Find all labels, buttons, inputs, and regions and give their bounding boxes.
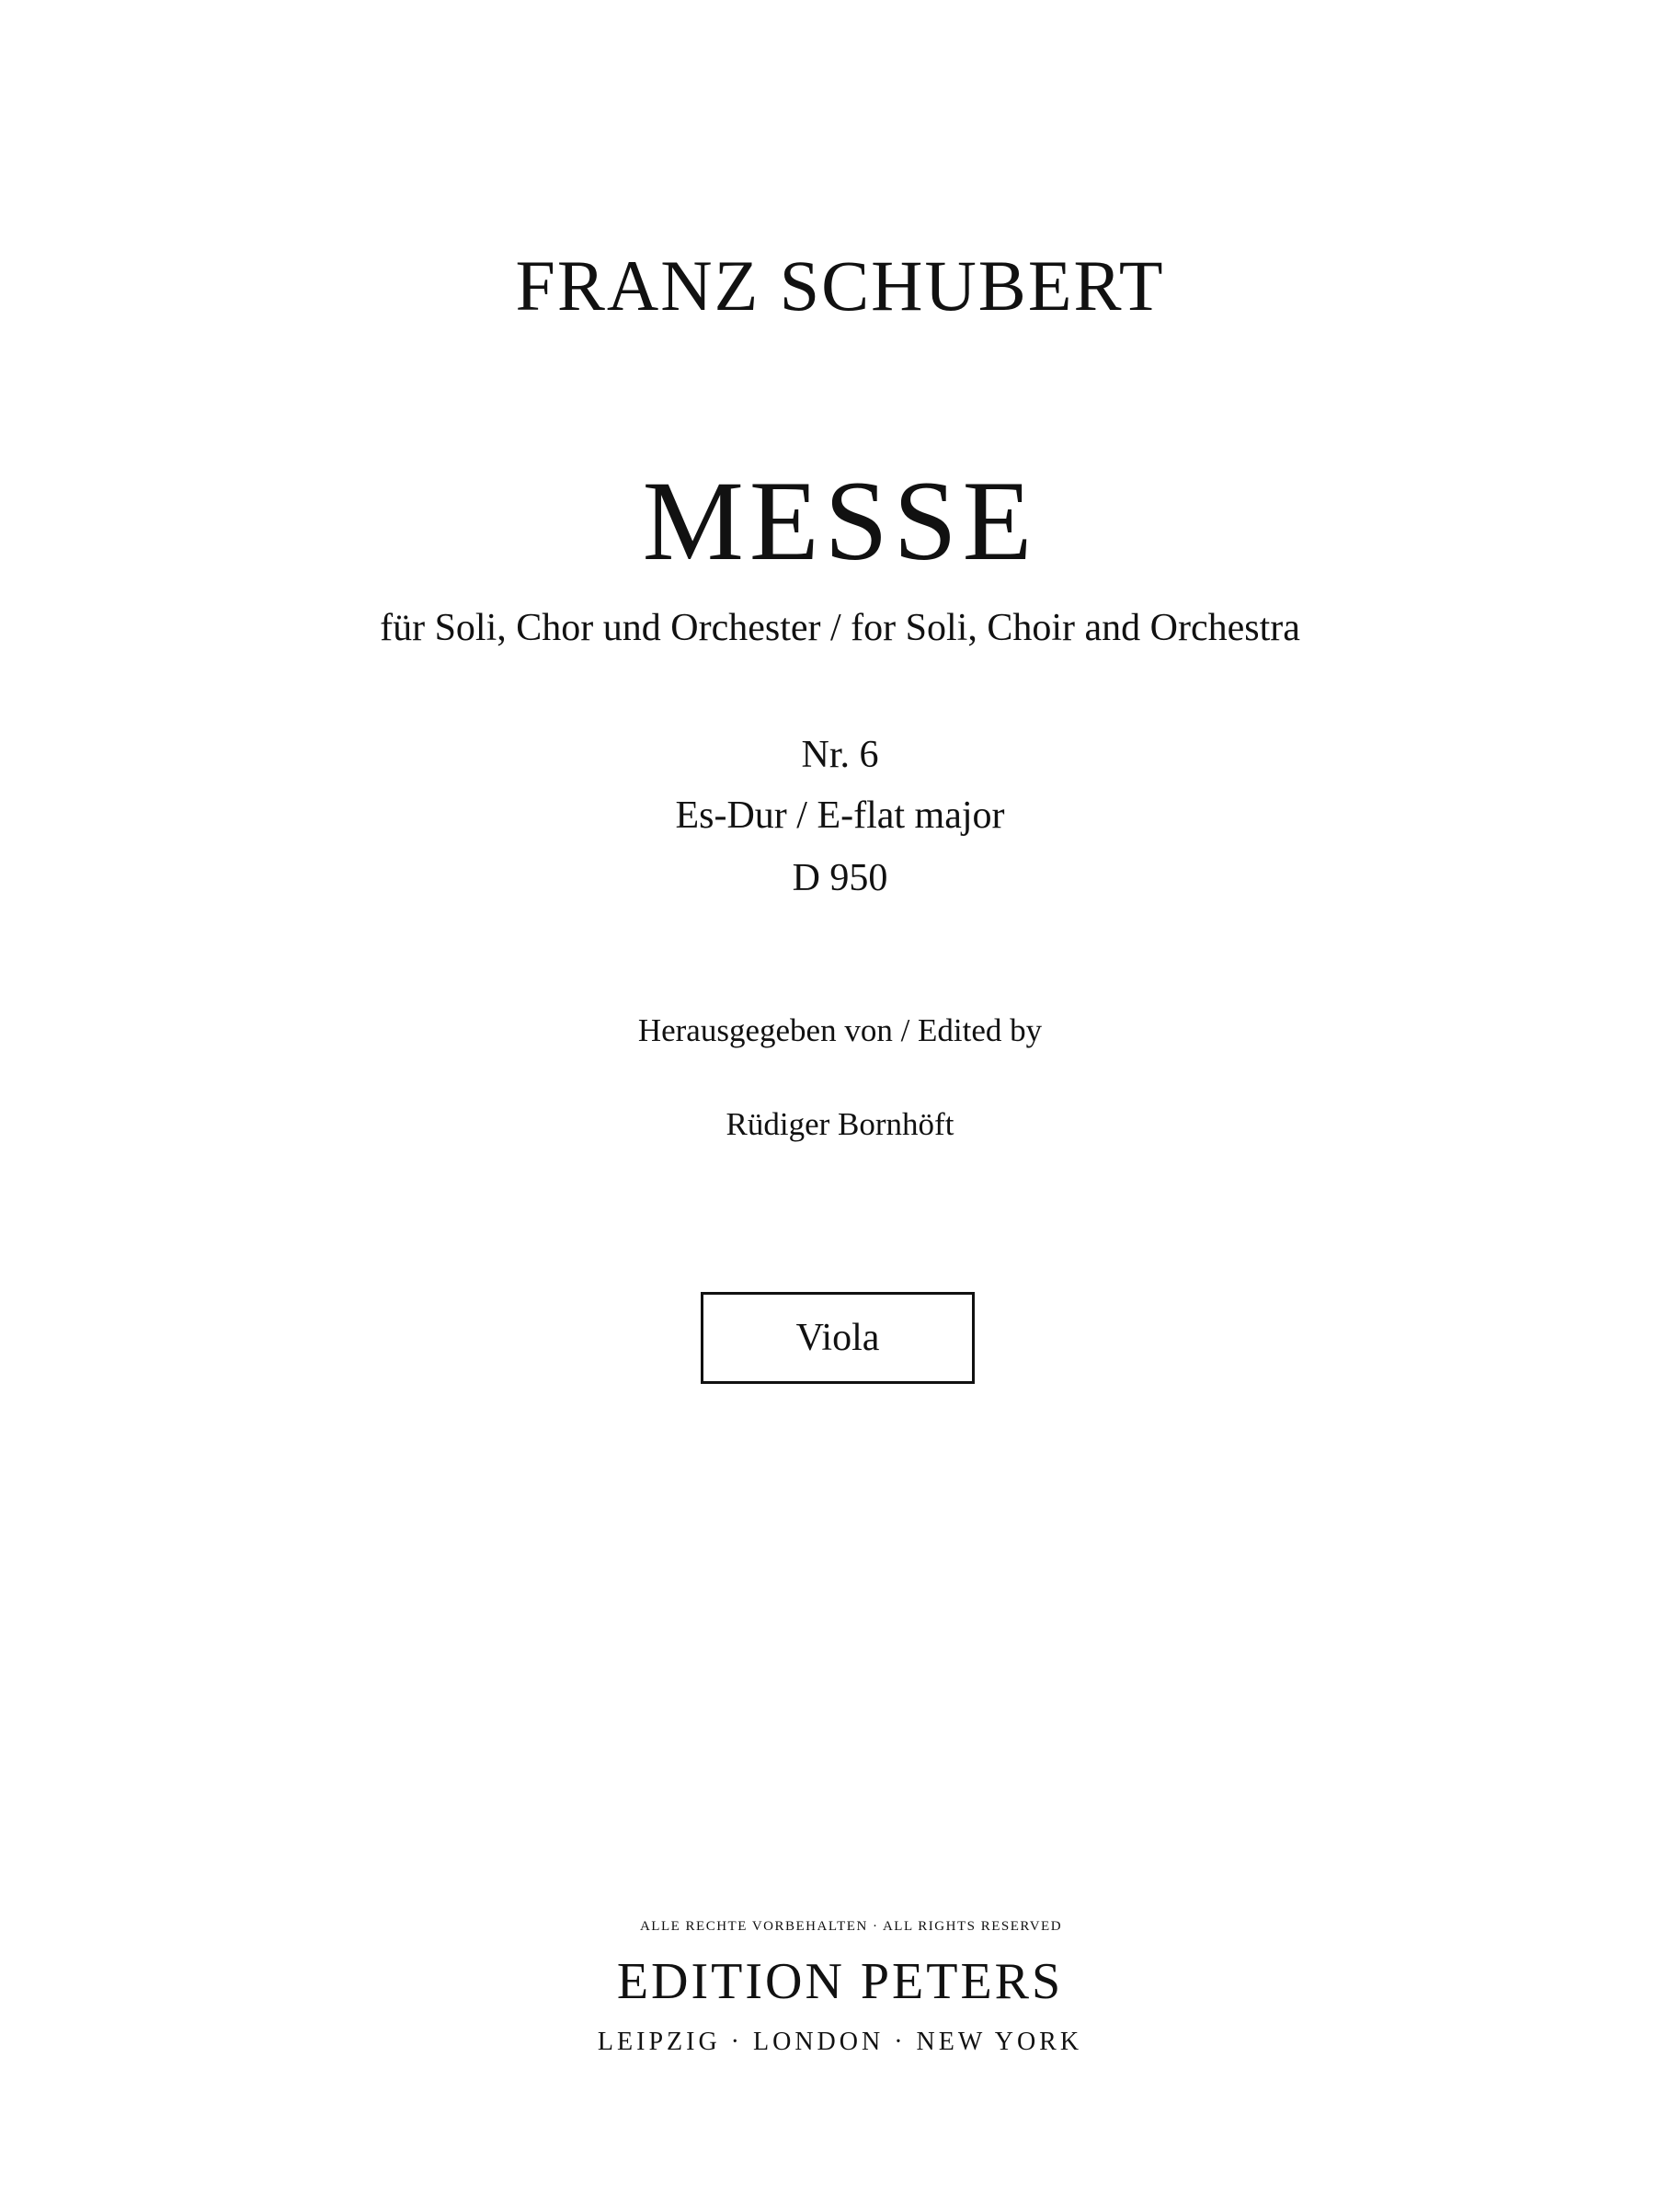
rights-notice: ALLE RECHTE VORBEHALTEN · ALL RIGHTS RESERVED [639, 1919, 1063, 1934]
work-title: MESSE [642, 458, 1038, 584]
work-subtitle: für Soli, Chor und Orchester / for Soli, Choir and Orchestra [380, 607, 1300, 649]
part-box [701, 1292, 975, 1384]
work-key: Es-Dur / E-flat major [675, 794, 1005, 837]
publisher-name: EDITION PETERS [616, 1953, 1064, 2010]
work-number: Nr. 6 [801, 734, 879, 776]
part-label: Viola [795, 1317, 880, 1359]
edited-by-label: Herausgegeben von / Edited by [637, 1012, 1043, 1048]
composer-name: FRANZ SCHUBERT [515, 246, 1165, 326]
catalog-number: D 950 [792, 857, 888, 899]
publisher-cities: LEIPZIG · LONDON · NEW YORK [597, 2028, 1083, 2056]
editor-name: Rüdiger Bornhöft [726, 1106, 954, 1142]
